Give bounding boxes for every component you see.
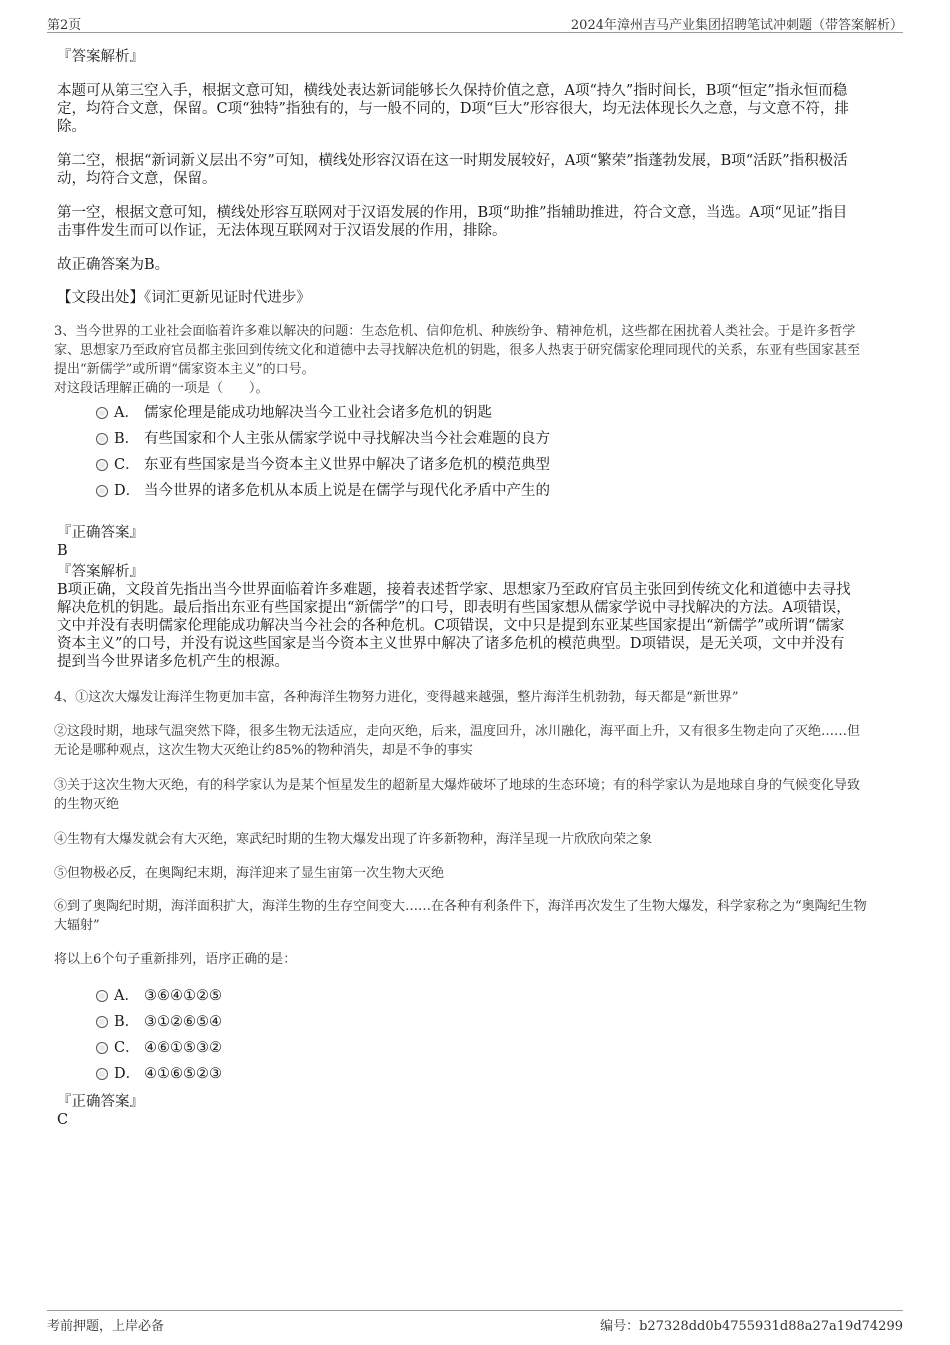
q4-sentence-5: ⑤但物极必反，在奥陶纪末期，海洋迎来了显生宙第一次生物大灭绝 (54, 866, 445, 881)
analysis-label: 『答案解析』 (57, 49, 144, 65)
analysis-paragraph-2 (57, 152, 885, 188)
option-letter: C． (114, 457, 140, 473)
q4-option-a[interactable] (96, 987, 222, 1005)
radio-icon[interactable] (96, 459, 108, 471)
option-text: 东亚有些国家是当今资本主义世界中解决了诸多危机的模范典型 (144, 457, 550, 473)
q3-answer: B (57, 543, 68, 559)
q4-sentence-3 (54, 776, 890, 814)
q3-analysis-label: 『答案解析』 (57, 564, 144, 580)
text-line: 提出“新儒学”或所谓“儒家资本主义”的口号。 (54, 362, 315, 377)
q4-prompt: 将以上6个句子重新排列，语序正确的是： (54, 952, 297, 967)
q4-answer-label: 『正确答案』 (57, 1094, 144, 1110)
question-prompt: 对这段话理解正确的一项是（ ）。 (54, 381, 269, 396)
page-number: 第2页 (47, 18, 82, 33)
text-line: 3、当今世界的工业社会面临着许多难以解决的问题：生态危机、信仰危机、种族纷争、精神危机，这些都在困扰着人类社会。于是许多哲学 (54, 324, 856, 339)
q3-answer-label: 『正确答案』 (57, 525, 144, 541)
text-line: 解决危机的钥匙。最后指出东亚有些国家提出“新儒学”的口号，即表明有些国家想从儒家学说中寻找解决的方法。A项错误， (57, 600, 851, 616)
q4-option-b[interactable] (96, 1013, 222, 1031)
text-line: ⑥到了奥陶纪时期，海洋面积扩大，海洋生物的生存空间变大……在各种有利条件下，海洋再次发生了生物大爆发，科学家称之为“奥陶纪生物 (54, 899, 867, 914)
option-text: 当今世界的诸多危机从本质上说是在儒学与现代化矛盾中产生的 (144, 483, 550, 499)
radio-icon[interactable] (96, 990, 108, 1002)
option-letter: D． (114, 483, 141, 499)
q3-option-b[interactable] (96, 430, 550, 448)
text-line: 资本主义”的口号，并没有说这些国家是当今资本主义世界中解决了诸多危机的模范典型。D项错误，是无关项，文中并没有 (57, 636, 845, 652)
radio-icon[interactable] (96, 1016, 108, 1028)
text-line: 无论是哪种观点，这次生物大灭绝让约85%的物种消失，却是不争的事实 (54, 743, 473, 758)
q3-option-d[interactable] (96, 482, 550, 500)
option-letter: C． (114, 1040, 140, 1056)
text-line: ②这段时期，地球气温突然下降，很多生物无法适应，走向灭绝，后来，温度回升，冰川融化，海平面上升，又有很多生物走向了灭绝……但 (54, 724, 861, 739)
option-text: 有些国家和个人主张从儒家学说中寻找解决当今社会难题的良方 (144, 431, 550, 447)
text-line: 第二空，根据“新词新义层出不穷”可知，横线处形容汉语在这一时期发展较好，A项“繁荣”指蓬勃发展，B项“活跃”指积极活 (57, 153, 848, 169)
q4-sentence-1: 4、①这次大爆发让海洋生物更加丰富，各种海洋生物努力进化，变得越来越强，整片海洋生机勃勃，每天都是“新世界” (54, 690, 739, 705)
q3-option-a[interactable] (96, 404, 492, 422)
analysis-paragraph-1 (57, 82, 885, 136)
text-line: 击事件发生而可以作证，无法体现互联网对于汉语发展的作用，排除。 (57, 223, 507, 239)
option-text: ④⑥①⑤③② (144, 1040, 222, 1056)
option-text: 儒家伦理是能成功地解决当今工业社会诸多危机的钥匙 (144, 405, 492, 421)
text-line: 家、思想家乃至政府官员都主张回到传统文化和道德中去寻找解决危机的钥匙，很多人热衷于研究儒家伦理同现代的关系，东亚有些国家甚至 (54, 343, 861, 358)
option-text: ④①⑥⑤②③ (144, 1066, 222, 1082)
text-line: 提到当今世界诸多危机产生的根源。 (57, 654, 289, 670)
radio-icon[interactable] (96, 1042, 108, 1054)
text-line: ③关于这次生物大灭绝，有的科学家认为是某个恒星发生的超新星大爆炸破坏了地球的生态环境；有的科学家认为是地球自身的气候变化导致 (54, 778, 861, 793)
q4-sentence-6 (54, 897, 890, 935)
question-3-stem (54, 322, 890, 398)
q4-answer: C (57, 1112, 69, 1128)
text-line: 的生物灭绝 (54, 797, 120, 812)
document-id: 编号：b27328dd0b4755931d88a27a19d74299 (600, 1319, 903, 1334)
text-line: B项正确，文段首先指出当今世界面临着许多难题，接着表述哲学家、思想家乃至政府官员主张回到传统文化和道德中去寻找 (57, 582, 851, 598)
q4-sentence-4: ④生物有大爆发就会有大灭绝，寒武纪时期的生物大爆发出现了许多新物种，海洋呈现一片欣欣向荣之象 (54, 832, 653, 847)
radio-icon[interactable] (96, 1068, 108, 1080)
q4-option-d[interactable] (96, 1065, 222, 1083)
text-line: 动，均符合文意，保留。 (57, 171, 217, 187)
option-letter: B． (114, 431, 140, 447)
document-title: 2024年漳州吉马产业集团招聘笔试冲刺题（带答案解析） (570, 18, 903, 33)
text-line: 定，均符合文意，保留。C项“独特”指独有的，与一般不同的，D项“巨大”形容很大，均无法体现长久之意，与文意不符，排 (57, 101, 849, 117)
option-letter: D． (114, 1066, 141, 1082)
option-letter: A． (114, 405, 139, 421)
text-line: 大辐射” (54, 918, 100, 933)
option-letter: A． (114, 988, 139, 1004)
text-line: 文中并没有表明儒家伦理能成功解决当今社会的各种危机。C项错误，文中只是提到东亚某些国家提出“新儒学”或所谓“儒家 (57, 618, 845, 634)
radio-icon[interactable] (96, 407, 108, 419)
analysis-conclusion: 故正确答案为B。 (57, 257, 170, 273)
analysis-paragraph-3 (57, 204, 885, 240)
page-header (47, 12, 903, 33)
radio-icon[interactable] (96, 433, 108, 445)
source-citation: 【文段出处】《词汇更新见证时代进步》 (57, 290, 311, 306)
radio-icon[interactable] (96, 485, 108, 497)
text-line: 第一空，根据文意可知，横线处形容互联网对于汉语发展的作用，B项“助推”指辅助推进，符合文意，当选。A项“见证”指目 (57, 205, 848, 221)
q3-analysis (57, 581, 891, 671)
q4-option-c[interactable] (96, 1039, 222, 1057)
option-letter: B． (114, 1014, 140, 1030)
option-text: ③①②⑥⑤④ (144, 1014, 222, 1030)
page-footer (47, 1310, 903, 1333)
footer-slogan: 考前押题，上岸必备 (47, 1319, 165, 1334)
q3-option-c[interactable] (96, 456, 550, 474)
text-line: 除。 (57, 119, 86, 135)
q4-sentence-2 (54, 722, 890, 760)
text-line: 本题可从第三空入手，根据文意可知，横线处表达新词能够长久保持价值之意，A项“持久”指时间长，B项“恒定”指永恒而稳 (57, 83, 848, 99)
option-text: ③⑥④①②⑤ (144, 988, 222, 1004)
